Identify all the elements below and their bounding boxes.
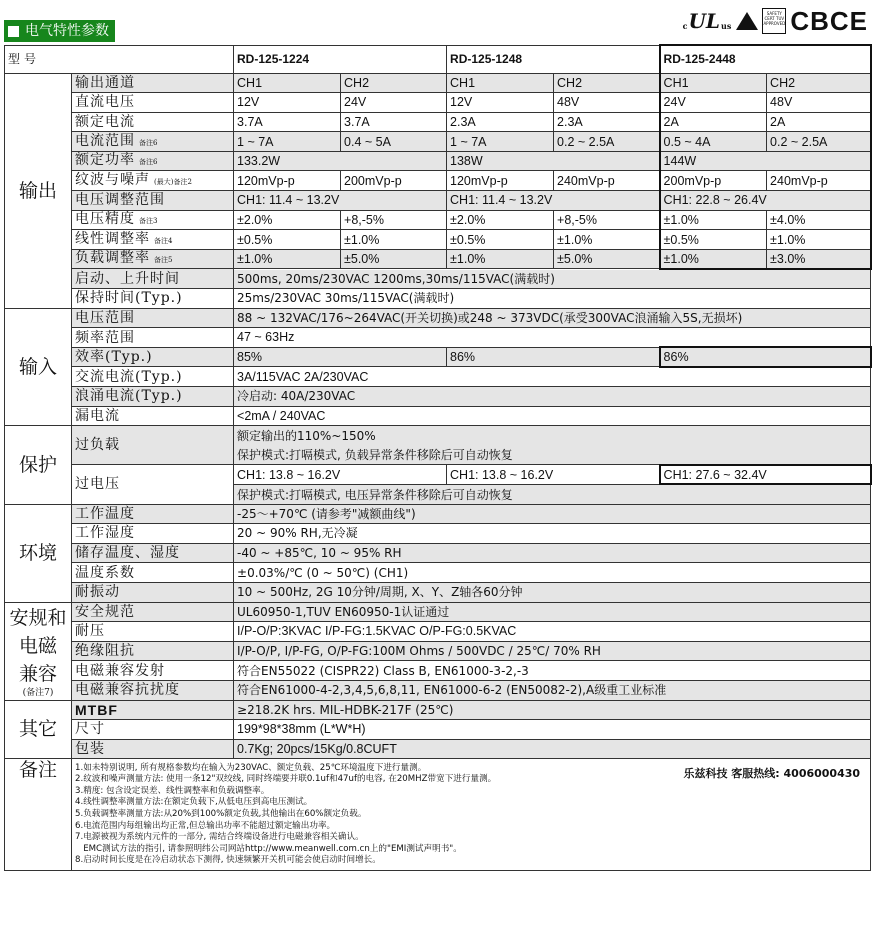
cell: <2mA / 240VAC [234,406,871,426]
cell: 199*98*38mm (L*W*H) [234,720,871,740]
cell: 240mVp-p [554,171,660,191]
cell: ±1.0% [767,230,871,250]
label-setup-time: 启动、上升时间 [72,269,234,289]
cell: 48V [554,93,660,113]
cell: 12V [447,93,554,113]
cell: 冷启动: 40A/230VAC [234,387,871,407]
label-efficiency: 效率(Typ.) [72,347,234,367]
cell: UL60950-1,TUV EN60950-1认证通过 [234,602,871,622]
label-overvoltage: 过电压 [72,465,234,504]
cell: ±1.0% [554,230,660,250]
cell: ±2.0% [447,210,554,230]
cell: CH1: 11.4 ~ 13.2V [447,191,660,211]
cell: 48V [767,93,871,113]
label-leakage: 漏电流 [72,406,234,426]
cell: 符合EN55022 (CISPR22) Class B, EN61000-3-2,-3 [234,661,871,681]
cell: CH1 [234,73,341,93]
note-line: 6.电流范围内每组输出均正常,但总输出功率不能超过额定输出功率。 [75,820,336,831]
note-line: 3.精度: 包含设定误差、线性调整率和负载调整率。 [75,785,270,796]
cell: ±0.5% [234,230,341,250]
label-emc-immunity: 电磁兼容抗扰度 [72,680,234,700]
cell: 2A [660,112,767,132]
cell: 133.2W [234,151,447,171]
cell: CH1: 27.6 ~ 32.4V [660,465,871,485]
cell: 47 ~ 63Hz [234,328,871,348]
label-frequency: 频率范围 [72,328,234,348]
label-line-reg: 线性调整率 备注4 [72,230,234,250]
cell: CH1: 13.8 ~ 16.2V [234,465,447,485]
cell: 符合EN61000-4-2,3,4,5,6,8,11, EN61000-6-2 (EN50082-2),A级重工业标准 [234,680,871,700]
cell: 120mVp-p [447,171,554,191]
label-emc-emission: 电磁兼容发射 [72,661,234,681]
cell: I/P-O/P:3KVAC I/P-FG:1.5KVAC O/P-FG:0.5KVAC [234,622,871,642]
cell: ±0.5% [447,230,554,250]
cell: 3A/115VAC 2A/230VAC [234,367,871,387]
note-line: EMC测试方法的指引, 请参照明纬公司网站http://www.meanwell.com.cn上的"EMI测试声明书"。 [75,843,462,854]
cell: 2A [767,112,871,132]
label-overload: 过负载 [72,426,234,465]
note-line: 5.负载调整率测量方法:从20%到100%额定负载,其他输出在60%额定负载。 [75,808,367,819]
label-current-range: 电流范围 备注6 [72,132,234,152]
cell: 24V [660,93,767,113]
label-vibration: 耐振动 [72,582,234,602]
label-voltage-adj: 电压调整范围 [72,191,234,211]
cell: ±2.0% [234,210,341,230]
label-inrush: 浪涌电流(Typ.) [72,387,234,407]
cell: 0.7Kg; 20pcs/15Kg/0.8CUFT [234,739,871,759]
cell: 额定输出的110%~150% [234,426,871,446]
cell: 3.7A [341,112,447,132]
square-icon [8,26,19,37]
cat-safety-emc: 安规和 电磁 兼容 (备注7) [5,602,72,700]
cb-ce-logo: CBCE [790,5,868,36]
label-load-reg: 负载调整率 备注5 [72,249,234,269]
cell: -40 ~ +85℃, 10 ~ 95% RH [234,543,871,563]
cell: 200mVp-p [341,171,447,191]
label-storage: 储存温度、湿度 [72,543,234,563]
cell: CH1 [447,73,554,93]
cell: ±3.0% [767,249,871,269]
cell: ±1.0% [234,249,341,269]
note-line: 4.线性调整率测量方法:在额定负载下,从低电压到高电压测试。 [75,797,313,808]
cell: 0.5 ~ 4A [660,132,767,152]
label-packing: 包装 [72,739,234,759]
cell: ±0.03%/℃ (0 ~ 50℃) (CH1) [234,563,871,583]
cell: 保护模式:打嗝模式, 电压异常条件移除后可自动恢复 [234,484,871,504]
cell: 10 ~ 500Hz, 2G 10分钟/周期, X、Y、Z轴各60分钟 [234,582,871,602]
cell: 88 ~ 132VAC/176~264VAC(开关切换)或248 ~ 373VDC(承受300VAC浪涌输入5S,无损坏) [234,308,871,328]
cat-input: 输入 [5,308,72,426]
cell: CH2 [341,73,447,93]
model-2: RD-125-1248 [447,45,660,73]
cell: 0.4 ~ 5A [341,132,447,152]
label-voltage: 直流电压 [72,93,234,113]
cell: 2.3A [554,112,660,132]
model-1: RD-125-1224 [234,45,447,73]
cat-environment: 环境 [5,504,72,602]
cell: ≥218.2K hrs. MIL-HDBK-217F (25℃) [234,700,871,720]
cell: CH2 [554,73,660,93]
cell: 1 ~ 7A [447,132,554,152]
label-work-humidity: 工作湿度 [72,524,234,544]
cell: CH1: 11.4 ~ 13.2V [234,191,447,211]
cell: 24V [341,93,447,113]
model-label: 型号 [5,45,234,73]
label-voltage-tol: 电压精度 备注3 [72,210,234,230]
note-line: 8.启动时间长度是在冷启动状态下测得, 快速频繁开关机可能会使启动时间增长。 [75,855,381,866]
cell: I/P-O/P, I/P-FG, O/P-FG:100M Ohms / 500VDC / 25℃/ 70% RH [234,641,871,661]
cell: 0.2 ~ 2.5A [767,132,871,152]
cell: 86% [660,347,871,367]
label-temp-coef: 温度系数 [72,563,234,583]
cell: 1 ~ 7A [234,132,341,152]
cell: 25ms/230VAC 30ms/115VAC(满载时) [234,289,871,309]
cell: CH1: 13.8 ~ 16.2V [447,465,660,485]
label-ripple: 纹波与噪声 (最大)备注2 [72,171,234,191]
note-line: 7.电源被视为系统内元件的一部分, 需结合终端设备进行电磁兼容相关确认。 [75,832,364,843]
cat-notes: 备注 [5,759,72,871]
cell: 3.7A [234,112,341,132]
label-voltage-range: 电压范围 [72,308,234,328]
cell: +8,-5% [554,210,660,230]
cat-protection: 保护 [5,426,72,504]
cell: 保护模式:打嗝模式, 负载异常条件移除后可自动恢复 [234,445,871,465]
label-dimension: 尺寸 [72,720,234,740]
label-work-temp: 工作温度 [72,504,234,524]
cell: 200mVp-p [660,171,767,191]
top-bar [0,0,874,44]
label-ac-current: 交流电流(Typ.) [72,367,234,387]
warning-triangle-icon [736,12,758,30]
hotline: 乐兹科技 客服热线: 4006000430 [683,767,861,781]
cell: 240mVp-p [767,171,871,191]
cell: ±1.0% [660,210,767,230]
cell: 2.3A [447,112,554,132]
section-title-badge [4,20,115,42]
label-mtbf: MTBF [72,700,234,720]
cell: 86% [447,347,660,367]
cell: 144W [660,151,871,171]
label-rated-power: 额定功率 备注6 [72,151,234,171]
spec-table [4,44,872,871]
ul-logo: c UL us [682,9,732,33]
label-withstand: 耐压 [72,622,234,642]
cell: 120mVp-p [234,171,341,191]
cell: 0.2 ~ 2.5A [554,132,660,152]
cell: ±1.0% [341,230,447,250]
notes-cell [72,759,871,871]
tuv-logo: SAFETY CERT TUV APPROVED [762,8,786,34]
note-line: 1.如未特别说明, 所有规格参数均在输入为230VAC、额定负载、25℃环境温度下进行量测。 [75,762,427,773]
cell: 12V [234,93,341,113]
cat-others: 其它 [5,700,72,759]
label-isolation: 绝缘阻抗 [72,641,234,661]
section-title: 电气特性参数 [25,23,109,39]
note-line: 2.纹波和噪声测量方法: 使用一条12"双绞线, 同时终端要并联0.1uf和47uf的电容, 在20MHZ带宽下进行量测。 [75,774,497,785]
cell: 138W [447,151,660,171]
cell: 500ms, 20ms/230VAC 1200ms,30ms/115VAC(满载时) [234,269,871,289]
certification-logos [682,6,868,36]
cell: CH2 [767,73,871,93]
cell: ±5.0% [554,249,660,269]
label-hold-time: 保持时间(Typ.) [72,289,234,309]
cell: 85% [234,347,447,367]
cell: CH1: 22.8 ~ 26.4V [660,191,871,211]
model-3: RD-125-2448 [660,45,871,73]
cell: ±0.5% [660,230,767,250]
cell: ±1.0% [447,249,554,269]
label-safety-std: 安全规范 [72,602,234,622]
label-channel: 输出通道 [72,73,234,93]
cell: ±1.0% [660,249,767,269]
cell: +8,-5% [341,210,447,230]
cell: -25～+70℃ (请参考"减额曲线") [234,504,871,524]
cell: 20 ~ 90% RH,无冷凝 [234,524,871,544]
label-rated-current: 额定电流 [72,112,234,132]
cell: ±4.0% [767,210,871,230]
cell: CH1 [660,73,767,93]
cat-output: 输出 [5,73,72,308]
cell: ±5.0% [341,249,447,269]
